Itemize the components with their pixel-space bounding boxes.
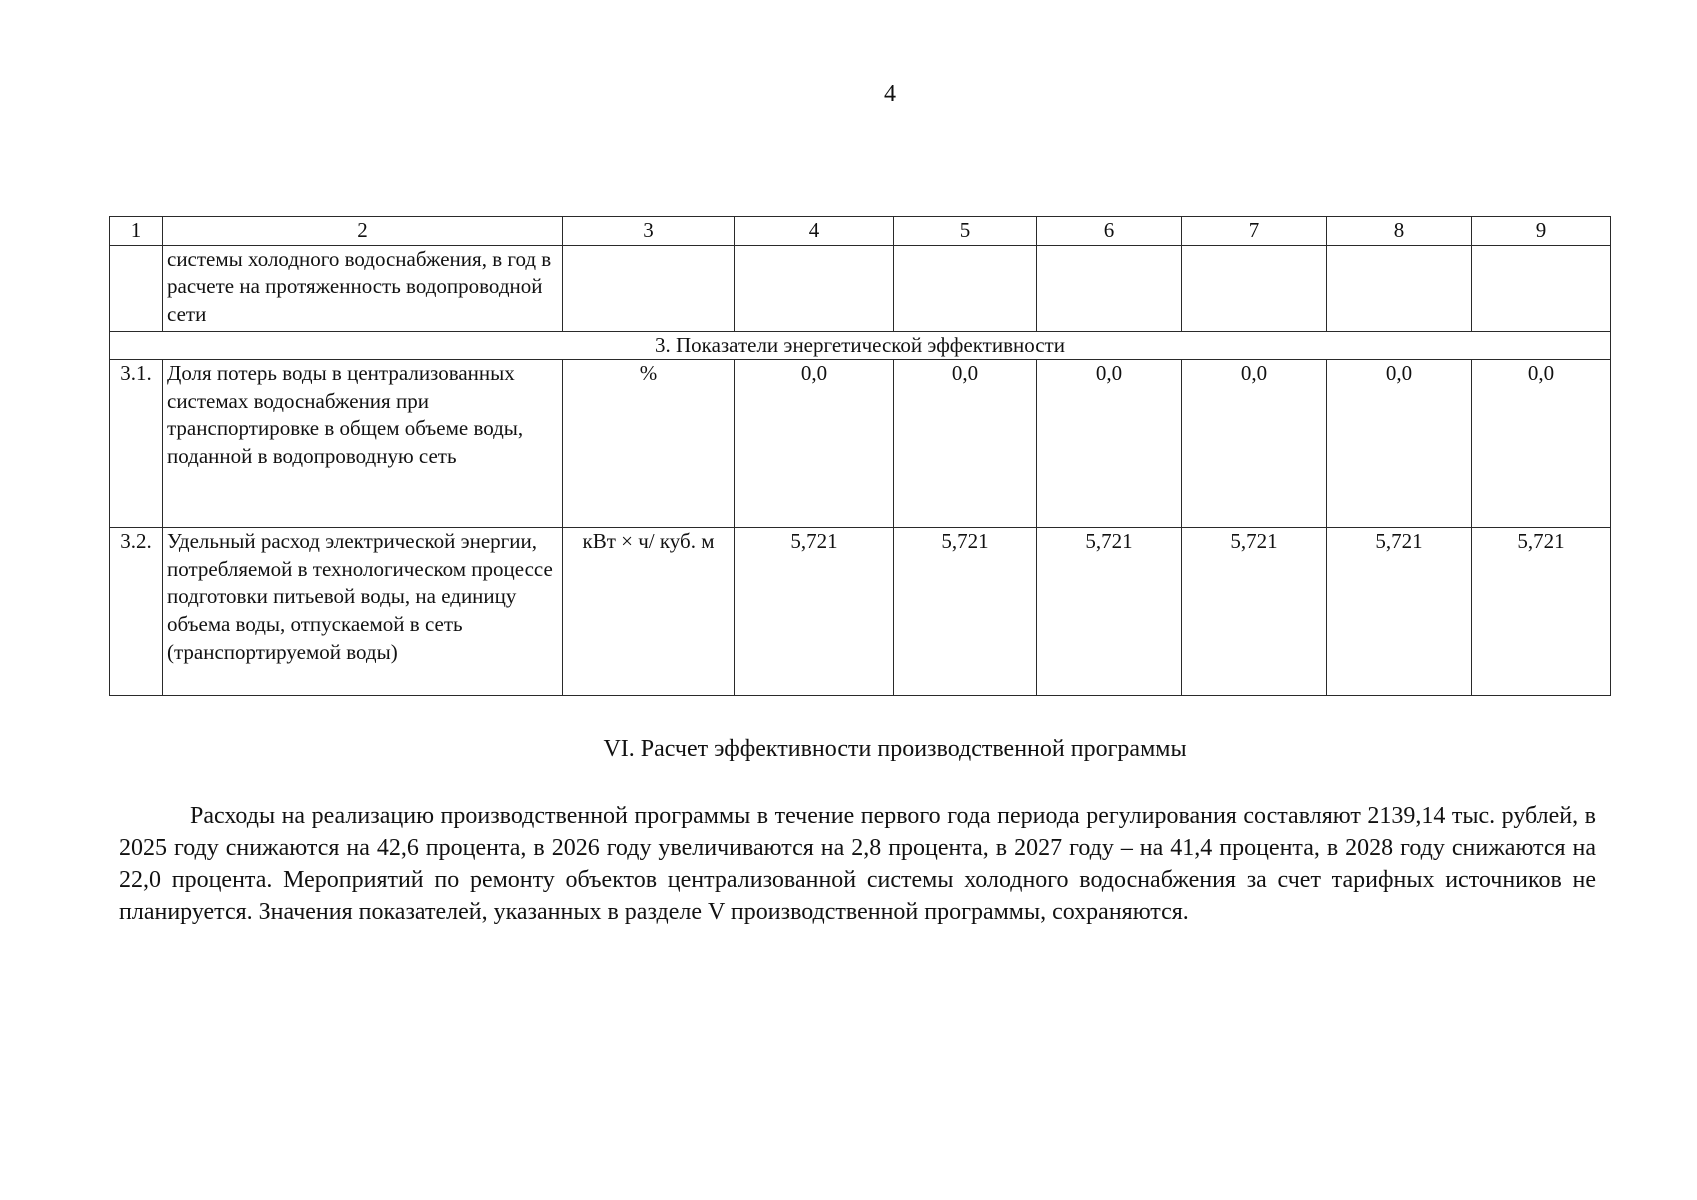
value-cell: 0,0 (1327, 360, 1472, 528)
value-cell: 0,0 (894, 360, 1037, 528)
value-cell (1327, 245, 1472, 331)
value-cell (1037, 245, 1182, 331)
value-cell: 5,721 (1472, 528, 1611, 696)
value-cell: 5,721 (894, 528, 1037, 696)
value-cell: 0,0 (1037, 360, 1182, 528)
value-cell: 5,721 (735, 528, 894, 696)
unit-cell: кВт × ч/ куб. м (563, 528, 735, 696)
column-number: 6 (1037, 217, 1182, 246)
column-number: 9 (1472, 217, 1611, 246)
column-number: 1 (110, 217, 163, 246)
table-row (110, 360, 1611, 528)
row-number (110, 245, 163, 331)
indicator-name: системы холодного водоснабжения, в год в расчете на протяженность водопроводной сети (163, 245, 563, 331)
value-cell: 0,0 (735, 360, 894, 528)
value-cell: 5,721 (1037, 528, 1182, 696)
indicator-name: Удельный расход электрической энергии, потребляемой в технологическом процессе подготовки питьевой воды, на единицу объема воды, отпускаемой в сеть (транспортируемой воды) (163, 528, 563, 696)
table-row (110, 528, 1611, 696)
value-cell: 0,0 (1472, 360, 1611, 528)
value-cell (1182, 245, 1327, 331)
body-paragraph: Расходы на реализацию производственной программы в течение первого года периода регулирования составляют 2139,14 тыс. рублей, в 2025 году снижаются на 42,6 процента, в 2026 году увеличиваются на 2,8 процента, в 2027 году – на 41,4 процента, в 2028 году снижаются на 22,0 процента. Мероприятий по ремонту объектов централизованной системы холодного водоснабжения за счет тарифных источников не планируется. Значения показателей, указанных в разделе V производственной программы, сохраняются. (119, 803, 1596, 925)
page-number: 4 (884, 81, 896, 107)
indicators-table (109, 216, 1611, 696)
section-heading: VI. Расчет эффективности производственной программы (603, 736, 1187, 762)
table-row-continued (110, 245, 1611, 331)
column-number: 2 (163, 217, 563, 246)
value-cell: 0,0 (1182, 360, 1327, 528)
value-cell (735, 245, 894, 331)
column-number: 3 (563, 217, 735, 246)
column-number: 7 (1182, 217, 1327, 246)
value-cell: 5,721 (1327, 528, 1472, 696)
section-row (110, 331, 1611, 360)
column-number: 4 (735, 217, 894, 246)
value-cell (1472, 245, 1611, 331)
column-number-row (110, 217, 1611, 246)
column-number: 5 (894, 217, 1037, 246)
indicator-name: Доля потерь воды в централизованных системах водоснабжения при транспортировке в общем объеме воды, поданной в водопроводную сеть (163, 360, 563, 528)
row-number: 3.2. (110, 528, 163, 696)
unit-cell: % (563, 360, 735, 528)
value-cell: 5,721 (1182, 528, 1327, 696)
column-number: 8 (1327, 217, 1472, 246)
unit-cell (563, 245, 735, 331)
row-number: 3.1. (110, 360, 163, 528)
value-cell (894, 245, 1037, 331)
section-title: 3. Показатели энергетической эффективности (110, 331, 1611, 360)
